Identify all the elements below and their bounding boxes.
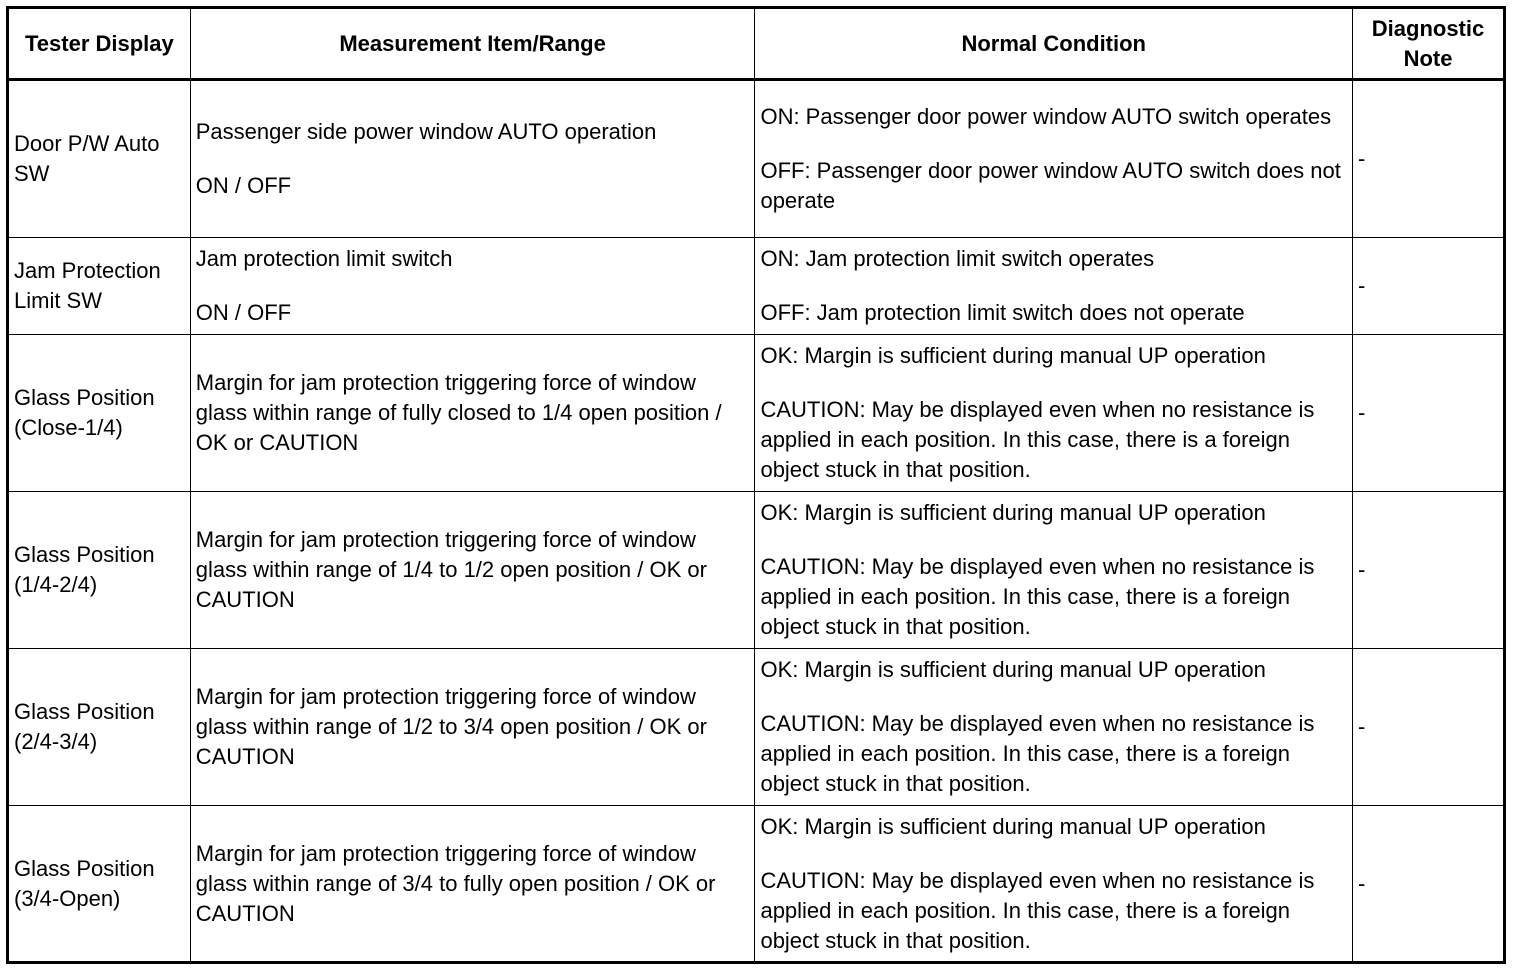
cell-diagnostic-note: - — [1353, 335, 1505, 492]
cell-measurement — [190, 80, 755, 238]
measurement-text: Margin for jam protection triggering force of window glass within range of fully closed to 1/4 open position / OK or CAUTION — [195, 370, 722, 455]
cell-normal-condition — [755, 649, 1353, 806]
normal-condition-off: OFF: Jam protection limit switch does not operate — [760, 300, 1245, 325]
tester-display-line: (2/4-3/4) — [14, 729, 98, 754]
tester-display-line: Glass Position — [14, 385, 155, 410]
normal-condition-caution: CAUTION: May be displayed even when no resistance is applied in each position. In this case, there is a foreign object stuck in that position. — [760, 711, 1315, 796]
cell-tester-display — [8, 492, 191, 649]
cell-diagnostic-note: - — [1353, 80, 1505, 238]
header-normal-condition: Normal Condition — [755, 8, 1353, 80]
cell-normal-condition — [755, 806, 1353, 963]
cell-tester-display — [8, 806, 191, 963]
normal-condition-ok: OK: Margin is sufficient during manual UP operation — [760, 813, 1266, 839]
cell-normal-condition — [755, 335, 1353, 492]
table-row — [8, 492, 1505, 649]
header-diagnostic-note-line2: Note — [1403, 45, 1453, 71]
table-row — [8, 335, 1505, 492]
normal-condition-ok: OK: Margin is sufficient during manual UP operation — [760, 343, 1266, 368]
measurement-range: ON / OFF — [195, 173, 292, 198]
cell-diagnostic-note: - — [1353, 238, 1505, 335]
cell-normal-condition — [755, 492, 1353, 649]
cell-tester-display — [8, 335, 191, 492]
header-diagnostic-note — [1353, 8, 1505, 80]
normal-condition-caution: CAUTION: May be displayed even when no resistance is applied in each position. In this case, there is a foreign object stuck in that position. — [760, 867, 1315, 953]
measurement-text: Margin for jam protection triggering force of window glass within range of 1/2 to 3/4 open position / OK or CAUTION — [195, 684, 707, 769]
tester-display-line: Door P/W Auto — [14, 131, 160, 156]
cell-normal-condition — [755, 238, 1353, 335]
cell-diagnostic-note: - — [1353, 649, 1505, 806]
measurement-range: ON / OFF — [195, 300, 292, 325]
cell-measurement — [190, 649, 755, 806]
cell-measurement — [190, 492, 755, 649]
table-row — [8, 80, 1505, 238]
data-list-table — [6, 6, 1506, 964]
tester-display-line: SW — [14, 161, 50, 186]
cell-tester-display — [8, 649, 191, 806]
cell-measurement — [190, 335, 755, 492]
cell-tester-display — [8, 238, 191, 335]
header-tester-display: Tester Display — [8, 8, 191, 80]
cell-normal-condition — [755, 80, 1353, 238]
table-row — [8, 806, 1505, 963]
table-row — [8, 649, 1505, 806]
tester-display-line: Glass Position — [14, 855, 155, 881]
table-body — [8, 80, 1505, 963]
measurement-text: Margin for jam protection triggering force of window glass within range of 3/4 to fully open position / OK or CAUTION — [195, 840, 716, 926]
cell-tester-display — [8, 80, 191, 238]
measurement-text: Margin for jam protection triggering force of window glass within range of 1/4 to 1/2 open position / OK or CAUTION — [195, 527, 707, 612]
normal-condition-on: ON: Jam protection limit switch operates — [760, 246, 1155, 271]
cell-measurement — [190, 806, 755, 963]
tester-display-line: (1/4-2/4) — [14, 572, 98, 597]
table-row — [8, 238, 1505, 335]
tester-display-line: Limit SW — [14, 288, 102, 313]
tester-display-line: Jam Protection — [14, 258, 161, 283]
measurement-text: Jam protection limit switch — [195, 246, 453, 271]
cell-measurement — [190, 238, 755, 335]
header-measurement: Measurement Item/Range — [190, 8, 755, 80]
header-row — [8, 8, 1505, 80]
tester-display-line: Glass Position — [14, 542, 155, 567]
tester-display-line: (Close-1/4) — [14, 415, 123, 440]
normal-condition-ok: OK: Margin is sufficient during manual UP operation — [760, 500, 1266, 525]
normal-condition-off: OFF: Passenger door power window AUTO switch does not operate — [760, 158, 1341, 213]
header-diagnostic-note-line1: Diagnostic — [1371, 15, 1485, 41]
tester-display-line: Glass Position — [14, 699, 155, 724]
normal-condition-caution: CAUTION: May be displayed even when no resistance is applied in each position. In this case, there is a foreign object stuck in that position. — [760, 397, 1315, 482]
normal-condition-ok: OK: Margin is sufficient during manual UP operation — [760, 657, 1266, 682]
measurement-text: Passenger side power window AUTO operation — [195, 119, 657, 144]
tester-display-line: (3/4-Open) — [14, 885, 121, 911]
normal-condition-on: ON: Passenger door power window AUTO switch operates — [760, 104, 1332, 129]
cell-diagnostic-note: - — [1353, 806, 1505, 963]
cell-diagnostic-note: - — [1353, 492, 1505, 649]
normal-condition-caution: CAUTION: May be displayed even when no resistance is applied in each position. In this case, there is a foreign object stuck in that position. — [760, 554, 1315, 639]
